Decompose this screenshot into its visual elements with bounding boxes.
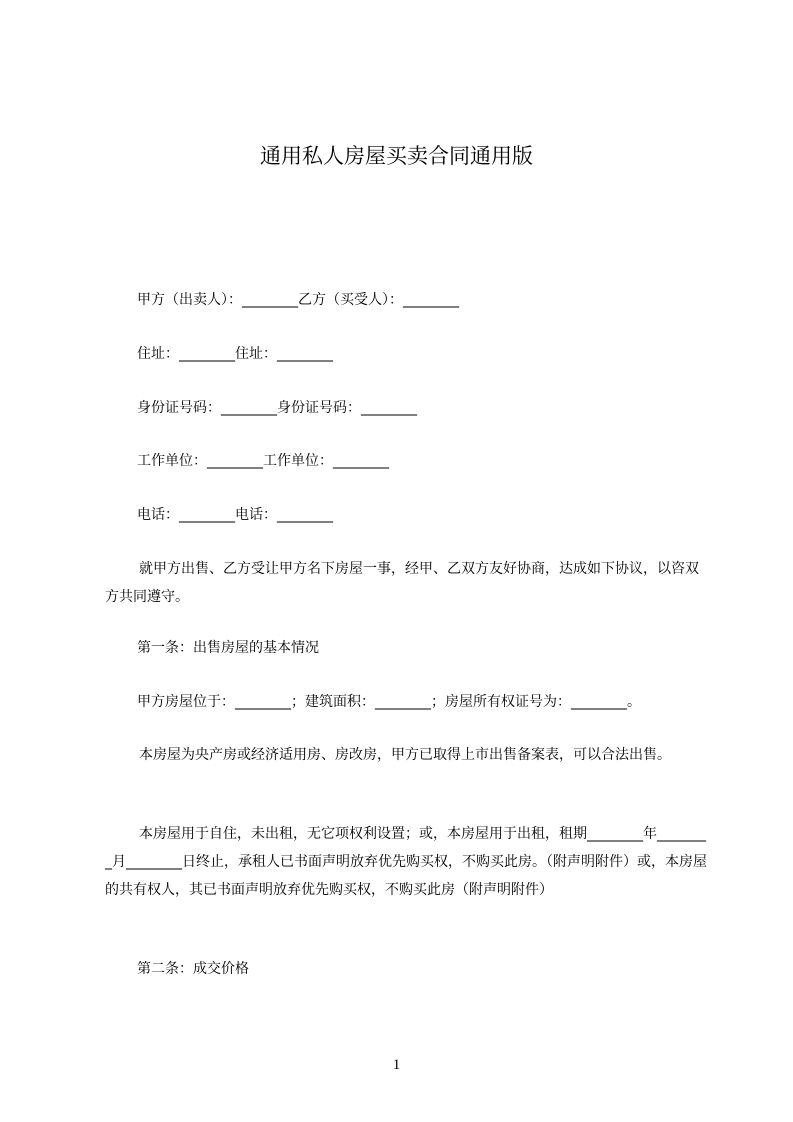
address-line: 住址：________住址：________ [137,346,333,362]
article-2-heading: 第二条：成交价格 [137,961,249,977]
employer-line: 工作单位：________工作单位：________ [137,453,389,469]
party-names-line: 甲方（出卖人）：________乙方（买受人）：________ [137,292,459,308]
article-1-heading: 第一条：出售房屋的基本情况 [137,640,319,656]
occupancy-text: 本房屋用于自住，未出租，无它项权利设置；或，本房屋用于出租，租期________年________月________日终止，承租人已书面声明放弃优先购买权，不购买此房。（附声明附件）或，本房屋的共有权人，其已书面声明放弃优先购买权，不购买此房（附声明附件） [105,826,707,898]
intro-paragraph-text: 就甲方出售、乙方受让甲方名下房屋一事，经甲、乙双方友好协商，达成如下协议，以咨双方共同遵守。 [105,561,699,605]
phone-line: 电话：________电话：________ [137,507,333,523]
document-title: 通用私人房屋买卖合同通用版 [260,144,533,168]
property-type-paragraph [105,741,707,769]
id-number-line: 身份证号码：________身份证号码：________ [137,400,417,416]
property-type-text: 本房屋为央产房或经济适用房、房改房，甲方已取得上市出售备案表，可以合法出售。 [139,747,671,763]
property-details-line: 甲方房屋位于：________；建筑面积：________；房屋所有权证号为：________。 [137,694,641,710]
page-number: 1 [392,1057,401,1073]
intro-paragraph [105,555,707,611]
occupancy-paragraph [105,820,707,904]
